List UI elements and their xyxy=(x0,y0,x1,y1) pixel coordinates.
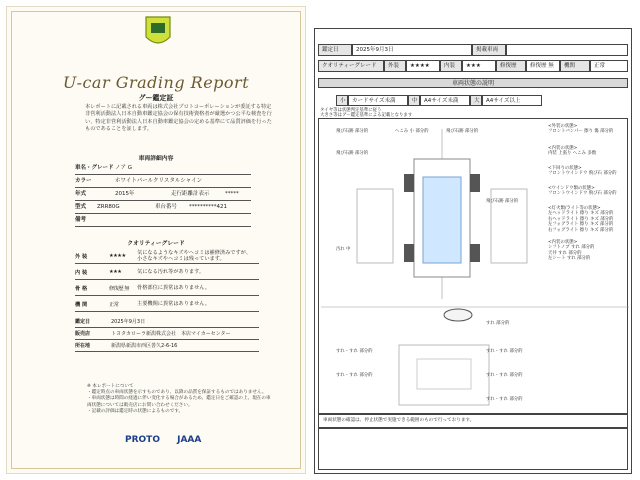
damage-label: すれ・すれ 部分的 xyxy=(486,349,523,354)
grade-stars: ★★★★ xyxy=(109,253,126,259)
grade-desc: 骨格部位に異常はありません。 xyxy=(137,285,210,291)
vehicle-value: ホワイトパールクリスタルシャイン xyxy=(115,178,203,184)
right-note: <外装の状態> フロントバンパー 擦り 傷 部分的 xyxy=(548,124,614,135)
damage-label: 飛び石跡 部分的 xyxy=(336,151,369,156)
grade-row xyxy=(75,281,259,296)
jaaa-logo: JAAA xyxy=(177,435,202,445)
size-large-desc: A4サイズ以上 xyxy=(482,95,542,106)
goo-badge-icon xyxy=(144,15,172,49)
damage-label: すれ・すれ 部分的 xyxy=(486,397,523,402)
damage-label: 汚れ 中 xyxy=(336,247,351,252)
damage-label: すれ 部分的 xyxy=(486,321,510,326)
vehicle-label: 年式 xyxy=(75,191,87,197)
certificate-notes: ※ 本レポートについて ・鑑定時点の車両状態を示すものであり、以降の品質を保証するものではありません。 ・車両状態は時間の経過に伴い変化する場合があるため、鑑定日をご確認の上、現在の車両状態については販売店にお問い合わせください。 ・記載の評価は鑑定時の状態によるものです。 xyxy=(87,384,271,414)
damage-label: すれ・すれ 部分的 xyxy=(336,349,373,354)
right-note: <内装の状態> シフトノブ すれ 部分的 天井 すれ 部分的 左シート すれ 部分的 xyxy=(548,240,595,262)
vehicle-label: 型式 xyxy=(75,204,87,210)
exterior-value: ★★★★ xyxy=(406,60,440,72)
right-note: <灯火類/ライト等の状態> 左ヘッドライト 擦り キズ 部分的 右ヘッドライト 擦り キズ 部分的 左フォグライト 擦り キズ 部分的 右フォグライト 擦り キズ 部分的 xyxy=(548,206,614,233)
grade-stars: 修復歴 無 xyxy=(109,286,129,292)
vehicle-value: ***** xyxy=(225,191,239,197)
appraisal-row xyxy=(75,329,259,340)
damage-label: すれ・すれ 部分的 xyxy=(336,373,373,378)
appraisal-label: 鑑定日 xyxy=(75,319,91,325)
footnote: 車両状態の確認は、停止状態で実施できる範囲のもので行っております。 xyxy=(318,414,628,428)
appraisal-row xyxy=(75,341,259,352)
date-label: 鑑定日 xyxy=(318,44,352,56)
vehicle-label: 走行距離計表示 xyxy=(171,191,210,197)
appraisal-label: 所在地 xyxy=(75,343,91,349)
exterior-label: 外装 xyxy=(384,60,406,72)
vehicle-section-title: 車両詳細内容 xyxy=(138,156,174,162)
proto-logo: PROTO xyxy=(125,435,160,445)
vehicle-diagram-icon xyxy=(319,119,629,415)
certificate-heading: U-car Grading Report xyxy=(62,73,250,92)
dealer-value xyxy=(506,44,628,56)
quality-section-title: クオリティーグレード xyxy=(127,241,185,247)
logos xyxy=(125,435,201,445)
vehicle-label: カラー xyxy=(75,178,92,184)
grade-desc: 気になる汚れ等があります。 xyxy=(137,269,205,275)
vehicle-value: **********421 xyxy=(189,204,227,210)
engine-label: 機関 xyxy=(560,60,590,72)
damage-label: 飛び石跡 部分的 xyxy=(486,199,519,204)
grade-header: クオリティーグレード xyxy=(318,60,384,72)
appraisal-value: トヨタカローラ新潟株式会社 本店マイカーセンター xyxy=(111,331,231,337)
grade-label: 外 装 xyxy=(75,254,88,260)
vehicle-row xyxy=(75,202,251,214)
appraisal-label: 販売店 xyxy=(75,331,91,337)
grade-row xyxy=(75,265,259,280)
vehicle-value: 2015年 xyxy=(115,191,135,197)
vehicle-value: ノア G xyxy=(115,165,133,171)
grade-label: 内 装 xyxy=(75,270,88,276)
grade-stars: ★★★ xyxy=(109,269,122,275)
right-note: <内装の状態> 内装 上張り へこみ 多数 xyxy=(548,146,597,157)
damage-label: 飛び石跡 部分的 xyxy=(446,129,479,134)
grade-label: 機 関 xyxy=(75,302,88,308)
legend-note: タイヤ等は状態判定基準に従う 大きさ等はグー鑑定基準による記載となります xyxy=(320,108,413,119)
date-value: 2025年9月3日 xyxy=(352,44,472,56)
repair-value: 修復歴 無 xyxy=(526,60,560,72)
engine-value: 正常 xyxy=(590,60,628,72)
size-mid-desc: A4サイズ未満 xyxy=(420,95,470,106)
size-large: 大 xyxy=(470,95,482,106)
appraisal-row xyxy=(75,317,259,328)
damage-label: へこみ 小 部分的 xyxy=(395,129,429,134)
right-note: <下回りの状態> フロントウインドウ 飛び石 部分的 xyxy=(548,166,617,177)
state-band: 車両状態の説明 xyxy=(318,78,628,88)
size-small: 小 xyxy=(336,95,348,106)
vehicle-row xyxy=(75,176,251,188)
vehicle-value: ZRR80G xyxy=(97,204,120,210)
vehicle-row xyxy=(75,189,251,201)
grade-desc: 気になるようなキズやヘコミは補修済みですが、小さなキズやヘコミは残っています。 xyxy=(137,250,252,263)
grade-label: 骨 格 xyxy=(75,286,88,292)
grade-desc: 主要機関に異常はありません。 xyxy=(137,301,210,307)
grade-stars: 正常 xyxy=(109,302,119,308)
vehicle-row xyxy=(75,163,251,175)
right-note: <ウインドウ類の状態> フロントウインドウ 飛び石 部分的 xyxy=(548,186,617,197)
vehicle-diagram-area xyxy=(318,118,628,414)
appraisal-value: 新潟県新潟市西区善久2-6-16 xyxy=(111,343,178,349)
size-small-desc: カードサイズ未満 xyxy=(348,95,408,106)
vehicle-label: 車名・グレード xyxy=(75,165,114,171)
dealer-label: 掲載車両 xyxy=(472,44,506,56)
certificate-intro: 本レポートに記載される車両は株式会社プロトコーポレーションが委託する特定非営利活動法人日本自動車鑑定協会の保有技術資格者が厳選かつ公平な検査を行い、特定非営利活動法人日本自動車鑑定協会の定める基準にて品質評価を行ったものであることを証します。 xyxy=(85,104,272,133)
repair-label: 修復歴 xyxy=(496,60,526,72)
certificate-title: グー鑑定証 xyxy=(138,94,174,102)
grade-row xyxy=(75,249,259,264)
size-mid: 中 xyxy=(408,95,420,106)
vehicle-label: 備考 xyxy=(75,217,87,223)
damage-label: すれ・すれ 部分的 xyxy=(486,373,523,378)
vehicle-row xyxy=(75,215,251,227)
grading-certificate xyxy=(6,6,306,474)
vehicle-label: 車台番号 xyxy=(155,204,178,210)
interior-label: 内装 xyxy=(440,60,462,72)
grade-row xyxy=(75,297,259,312)
footer-blank xyxy=(318,428,628,470)
interior-value: ★★★ xyxy=(462,60,496,72)
damage-label: 飛び石跡 部分的 xyxy=(336,129,369,134)
appraisal-value: 2025年9月3日 xyxy=(111,319,146,325)
